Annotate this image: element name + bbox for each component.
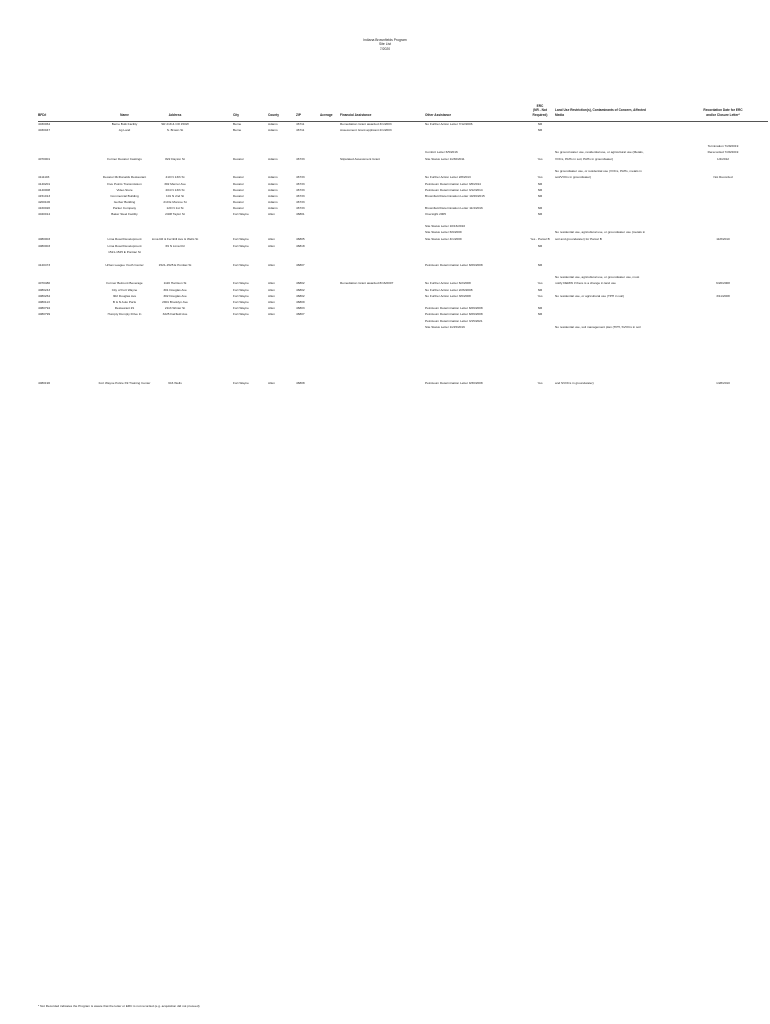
table-cell-county: Allen (268, 288, 275, 292)
table-cell-city: Fort Wayne (233, 244, 249, 248)
table-cell-city: Fort Wayne (233, 263, 249, 267)
list-title: Site List (378, 42, 392, 47)
table-cell-rec: 1/28/2010 (716, 381, 730, 385)
table-cell-city: Decatur (233, 206, 244, 210)
table-cell-county: Allen (268, 244, 275, 248)
table-cell-other: Petroleum Determination Letter 8/29/2008 (425, 263, 483, 267)
table-cell-erc: NR (537, 212, 543, 216)
table-cell-county: Adams (268, 188, 278, 192)
table-cell-luc: No residential use, or agricultural use (TPH in soil) (555, 294, 624, 298)
table-cell-luc: VOCs, PAHs in soil, PAHs in groundwater) (555, 157, 614, 161)
table-cell-zip: 46733 (296, 194, 305, 198)
table-cell-address: 822 Dayton St (165, 157, 185, 161)
table-cell-city: Fort Wayne (233, 281, 249, 285)
table-cell-city: Fort Wayne (233, 288, 249, 292)
table-cell-zip: 46802 (296, 288, 305, 292)
table-cell-address: 410 N 13th St (165, 175, 185, 179)
table-cell-zip: 46711 (296, 128, 305, 132)
table-cell-bfd: 4111103 (38, 175, 50, 179)
table-cell-address: 2113 Winter St (164, 306, 186, 310)
table-cell-city: Decatur (233, 157, 244, 161)
table-cell-city: Fort Wayne (233, 381, 249, 385)
table-cell-zip: 46818 (296, 244, 305, 248)
table-cell-name: Ag Land (118, 128, 131, 132)
table-cell-county: Allen (268, 263, 275, 267)
table-cell-city: Berne (233, 128, 242, 132)
table-cell-other: Brownfield Determination Letter 11/4/2016 (425, 206, 483, 210)
column-header-city: City (233, 112, 240, 117)
table-cell-luc: No residential use, soil management plan (TPH, SVOCs in soil (555, 325, 641, 329)
table-cell-erc: NR (537, 306, 543, 310)
column-header-erc: (NR - Not (533, 108, 547, 112)
table-cell-address: 616 Wells (168, 381, 182, 385)
table-cell-name: Commercial Building (110, 194, 139, 198)
table-cell-address: 101 N 2nd St (165, 194, 185, 198)
table-cell-zip: 46733 (296, 188, 305, 192)
table-cell-other: Site Status Letter 11/30/2011 (425, 157, 465, 161)
column-header-county: County (268, 112, 279, 117)
table-cell-city: Decatur (233, 194, 244, 198)
table-cell-name: Lima Road Development (107, 237, 142, 241)
table-cell-erc: Yes - Parcel B (530, 237, 550, 241)
table-cell-name: Decatur McDonalds Restaurant (102, 175, 147, 179)
table-cell-address: 2408 Taylor St (165, 212, 185, 216)
table-cell-zip: 46733 (296, 175, 305, 179)
table-cell-bfd: 4080264 (38, 294, 51, 298)
table-cell-other: Oversight 2005 (425, 212, 446, 216)
table-cell-rec: 6/20/2008 (716, 281, 730, 285)
column-header-rec: Recordation Date for ERC (703, 108, 743, 112)
table-cell-county: Adams (268, 157, 278, 161)
table-cell-erc: NR (537, 194, 543, 198)
table-cell-zip: 46803 (296, 306, 305, 310)
table-cell-name: Gerber Building (113, 200, 136, 204)
table-cell-other: Petroleum Determination Letter 3/12/2014 (425, 188, 483, 192)
column-header-bfd: BFD# (38, 112, 47, 117)
table-cell-bfd: 4030047 (38, 128, 51, 132)
table-cell-address: S. Brown St (166, 128, 184, 132)
table-cell-county: Adams (268, 200, 278, 204)
table-cell-luc: No residential use, agricultural use, or groundwater use (metals in (555, 230, 646, 234)
column-header-zip: ZIP (296, 112, 301, 117)
column-header-address: Address (168, 112, 182, 117)
table-cell-zip: 46733 (296, 206, 305, 210)
table-cell-county: Adams (268, 122, 278, 126)
table-cell-other: Petroleum Determination Letter 3/15/2021 (425, 319, 483, 323)
table-cell-name: 302 Douglas Ave (112, 294, 137, 298)
table-cell-county: Allen (268, 381, 275, 385)
table-cell-other: Site Status Letter 4/1/2009 (425, 237, 462, 241)
table-cell-county: Allen (268, 306, 275, 310)
program-title: Indiana Brownfields Program (363, 38, 407, 42)
table-cell-county: Adams (268, 128, 278, 132)
list-date: 7/2020 (379, 46, 391, 51)
table-cell-address: 302 Mercer Ave (164, 182, 186, 186)
column-header-rec: and/or Closure Letter* (706, 112, 740, 117)
table-cell-county: Allen (268, 312, 275, 316)
table-cell-zip: 46733 (296, 200, 305, 204)
table-cell-luc: No residential use, agricultural use, or groundwater use, must (555, 275, 640, 279)
table-cell-bfd: 4080799 (38, 312, 51, 316)
table-cell-financial: Remediation Grant awarded 3/1/2003 (340, 122, 392, 126)
table-cell-other: No Further Action Letter 6/2/2008 (425, 281, 471, 285)
table-cell-erc: NR (537, 122, 543, 126)
column-header-financial: Financial Assistance (340, 112, 372, 117)
table-cell-name: Berne Bulk Facility (111, 122, 138, 126)
table-cell-erc: Yes (537, 381, 543, 385)
table-cell-address: 69 N Lima Rd (165, 244, 185, 248)
table-cell-name: Urban League Youth Center (105, 263, 144, 267)
table-cell-county: Adams (268, 175, 278, 179)
table-cell-name: Humpty Dumpty Drive In (107, 312, 142, 316)
table-cell-erc: NR (537, 182, 543, 186)
table-cell-erc: Yes (537, 175, 543, 179)
table-cell-other: Brownfield Determination Letter 10/26/2015 (425, 194, 485, 198)
table-cell-bfd: 4070001 (38, 157, 51, 161)
table-cell-zip: 46801 (296, 212, 305, 216)
table-cell-erc: NR (537, 188, 543, 192)
table-cell-bfd: 4140008 (38, 188, 51, 192)
table-cell-bfd: 4080113 (38, 300, 50, 304)
table-cell-erc: Yes (537, 157, 543, 161)
table-cell-name: Former Decatur Castings (107, 157, 142, 161)
table-cell-city: Decatur (233, 182, 244, 186)
table-cell-address: 210 E Monroe St (163, 200, 187, 204)
table-cell-city: Decatur (233, 175, 244, 179)
table-cell-other: No Further Action Letter 2/8/2013 (425, 175, 471, 179)
table-cell-other: No Further Action Letter 3/6/2008 (425, 294, 471, 298)
column-header-erc: ERC (536, 103, 544, 108)
table-cell-county: Allen (268, 300, 275, 304)
footnote: * Not Recorded indicates the Program is aware that the letter or ERC is not recorded (e.g. acquisition did not proceed) (38, 1004, 200, 1008)
table-cell-rec: Rerecorded 7/29/2019 (707, 150, 739, 154)
table-cell-address: Lima Rd & Fernhill Ave & Wells St (151, 237, 199, 241)
table-cell-address: 3225 Fairfield Ave (162, 312, 188, 316)
table-cell-address: 2901 Brooklyn Ave (162, 300, 188, 304)
table-cell-name: 1521-1525 E Pontiac St (108, 250, 141, 254)
table-cell-county: Allen (268, 212, 275, 216)
table-cell-erc: NR (537, 128, 543, 132)
table-cell-financial: Stipulated Assessment Grant (340, 157, 380, 161)
table-cell-other: Petroleum Determination Letter 3/6/2014 (425, 182, 481, 186)
table-cell-city: Fort Wayne (233, 306, 249, 310)
table-cell-bfd: 4080003 (38, 244, 51, 248)
table-cell-bfd: 4070480 (38, 281, 51, 285)
table-cell-zip: 46711 (296, 122, 305, 126)
table-cell-rec: 11/8/2010 (716, 237, 730, 241)
table-cell-city: Fort Wayne (233, 294, 249, 298)
table-cell-other: Site Status Letter 10/16/2010 (425, 224, 466, 228)
table-cell-address: 1521-1525 E Pontiac St (158, 263, 192, 267)
table-cell-zip: 46807 (296, 263, 305, 267)
table-cell-address: 302 Douglas Ave (163, 294, 187, 298)
table-cell-other: Site Status Letter 6/9/2009 (425, 230, 462, 234)
table-cell-city: Decatur (233, 200, 244, 204)
table-cell-bfd: 4160020 (38, 206, 51, 210)
table-cell-county: Allen (268, 281, 275, 285)
table-cell-city: Decatur (233, 188, 244, 192)
header-rule (38, 121, 768, 122)
table-cell-county: Adams (268, 206, 278, 210)
table-cell-other: Petroleum Determination Letter 9/30/2008 (425, 381, 483, 385)
table-cell-financial: Remediation Grant awarded 8/16/2007 (340, 281, 394, 285)
table-cell-luc: No groundwater use, or residential use (VOCs, PAHs, metals in (555, 169, 642, 173)
table-cell-erc: NR (537, 288, 543, 292)
column-header-luc: Land Use Restriction(s), Contaminants of Concern, Affected (555, 108, 646, 112)
table-cell-rec: 1/4/2012 (716, 157, 730, 161)
table-cell-zip: 46807 (296, 312, 305, 316)
table-cell-zip: 46808 (296, 381, 305, 385)
table-cell-county: Allen (268, 294, 275, 298)
table-cell-financial: Assessment Grant applicant 2/1/2003 (340, 128, 392, 132)
table-cell-county: Adams (268, 194, 278, 198)
table-cell-name: Fort Wayne Police K9 Training Center (98, 381, 151, 385)
table-cell-bfd: 4140201 (38, 182, 51, 186)
table-cell-bfd: 4080794 (38, 306, 51, 310)
table-cell-bfd: 4200106 (38, 200, 51, 204)
table-cell-other: No Further Action Letter 2/26/2008 (425, 288, 473, 292)
table-cell-erc: Yes (537, 281, 543, 285)
table-cell-name: Restaurant #1 (114, 306, 135, 310)
table-cell-luc: soil and groundwater) for Parcel B (555, 237, 602, 241)
table-cell-bfd: 4080243 (38, 288, 51, 292)
table-cell-address: 204 N 13th St (165, 188, 185, 192)
table-cell-bfd: 4151013 (38, 194, 51, 198)
table-cell-bfd: 4080196 (38, 381, 51, 385)
table-cell-city: Fort Wayne (233, 300, 249, 304)
table-cell-zip: 46733 (296, 182, 305, 186)
table-cell-address: 301 Douglas Ave (163, 288, 187, 292)
table-cell-bfd: 4030064 (38, 122, 51, 126)
table-cell-other: No Further Action Letter 7/12/2006 (425, 122, 473, 126)
column-header-erc: Required) (532, 112, 548, 117)
table-cell-zip: 46809 (296, 300, 305, 304)
table-cell-rec: Not Recorded (713, 175, 733, 179)
table-cell-city: Berne (233, 122, 242, 126)
table-cell-name: City of Fort Wayne (111, 288, 138, 292)
table-cell-luc: notify DEMW if there is a change in land use (555, 281, 616, 285)
table-cell-city: Fort Wayne (233, 237, 249, 241)
table-cell-name: Parker Company (112, 206, 137, 210)
table-cell-erc: NR (537, 263, 543, 267)
column-header-acreage: Acreage (320, 112, 333, 117)
table-cell-luc: soil/VOCs in groundwater) (555, 175, 592, 179)
table-cell-zip: 46802 (296, 281, 305, 285)
table-cell-name: Former Belmont Beverage (106, 281, 143, 285)
table-cell-luc: No ground water use, residential use, or agricultural use (Metals, (555, 150, 644, 154)
table-cell-bfd: 4120473 (38, 263, 51, 267)
table-cell-name: Lima Road Development (107, 244, 142, 248)
column-header-luc: Media (555, 112, 565, 117)
table-cell-luc: and SVOCs in groundwater) (555, 381, 594, 385)
table-cell-erc: NR (537, 206, 543, 210)
table-cell-other: Comfort Letter 6/5/2016 (425, 150, 458, 154)
table-cell-name: B & N Auto Parts (112, 300, 137, 304)
table-cell-rec: 3/11/2008 (716, 294, 730, 298)
column-header-other: Other Assistance (425, 112, 452, 117)
table-cell-erc: Yes (537, 294, 543, 298)
table-cell-bfd: 4040014 (38, 212, 51, 216)
table-cell-address: 1116 Harrison St (163, 281, 187, 285)
table-cell-zip: 46802 (296, 294, 305, 298)
table-cell-erc: NR (537, 244, 543, 248)
table-cell-address: SR 218 & CR 150W (161, 122, 189, 126)
table-cell-county: Allen (268, 237, 275, 241)
table-cell-address: 120 N 1st St (166, 206, 184, 210)
table-cell-city: Fort Wayne (233, 212, 249, 216)
column-header-name: Name (120, 112, 129, 117)
table-cell-county: Adams (268, 182, 278, 186)
table-cell-other: Site Status Letter 11/15/2016 (425, 325, 465, 329)
table-cell-other: Petroleum Determination Letter 8/29/2008 (425, 306, 483, 310)
table-cell-rec: Termination 7/29/2019 (707, 144, 739, 148)
table-cell-erc: NR (537, 312, 543, 316)
table-cell-city: Fort Wayne (233, 312, 249, 316)
table-cell-other: Petroleum Determination Letter 8/29/2008 (425, 312, 483, 316)
table-cell-name: Video Store (116, 188, 133, 192)
table-cell-name: Baker Steel Facility (111, 212, 138, 216)
table-cell-bfd: 4080003 (38, 237, 51, 241)
table-cell-zip: 46805 (296, 237, 305, 241)
table-cell-name: Five Points Transmission (107, 182, 142, 186)
table-cell-zip: 46733 (296, 157, 305, 161)
